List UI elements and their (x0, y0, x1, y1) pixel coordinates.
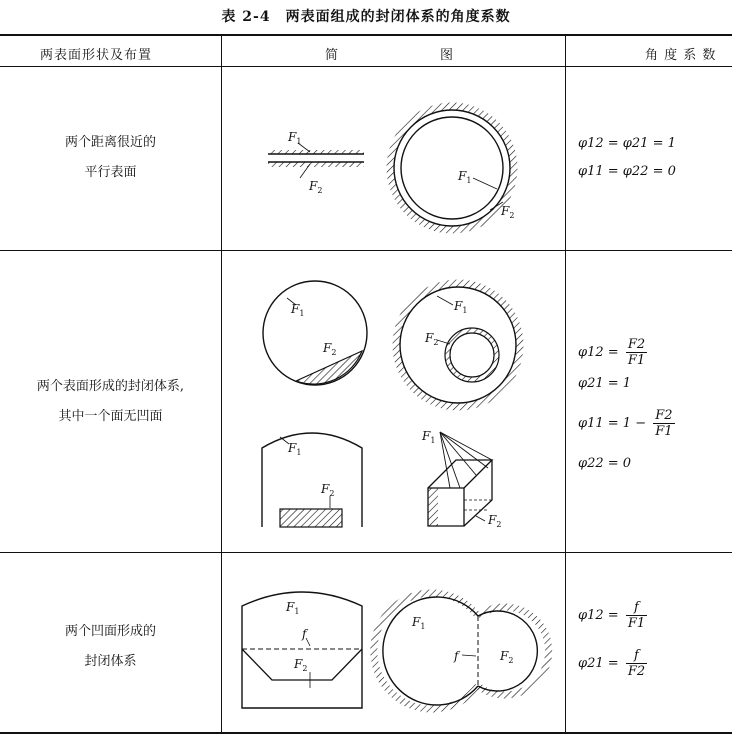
label-F2-trough: $F_2$ (294, 657, 308, 673)
row3-desc-line2: 封闭体系 (84, 654, 137, 669)
row3-f2-lhs: φ21 = (578, 656, 619, 671)
row1-formula-1: φ12 = φ21 = 1 (578, 136, 676, 151)
row3-f2-numerator: f (626, 648, 647, 664)
row3-f1-numerator: f (626, 600, 647, 616)
label-F1-trough: $F_1$ (286, 600, 300, 616)
header-sketch-a: 简 (325, 48, 340, 63)
label-F2-flatcircle: $F_2$ (323, 341, 337, 357)
trough-enclosure-sketch (242, 592, 362, 708)
label-F2-eccentric: $F_2$ (425, 331, 439, 347)
row1-desc-line2: 平行表面 (84, 165, 137, 180)
label-F2-dome: $F_2$ (321, 482, 335, 498)
row3-desc-line1: 两个凹面形成的 (64, 624, 156, 639)
label-F1-eccentric: $F_1$ (454, 299, 468, 315)
row2-desc-line2: 其中一个面无凹面 (58, 409, 163, 424)
header-angle-factor: 角 度 系 数 (645, 48, 717, 63)
label-F1-box: $F_1$ (422, 429, 436, 445)
label-F2-circle: $F_2$ (501, 204, 515, 220)
circle-with-flat-sketch (263, 281, 367, 385)
label-F2-plates: $F_2$ (309, 179, 323, 195)
row2-f1-lhs: φ12 = (578, 345, 619, 360)
row2-f1-numerator: F2 (627, 337, 646, 352)
label-F1-dome: $F_1$ (288, 441, 302, 457)
row2-f3-lhs: φ11 = 1 − (578, 416, 647, 431)
label-F1-double: $F_1$ (412, 615, 426, 631)
row2-desc-line1: 两个表面形成的封闭体系, (36, 379, 185, 394)
row3-f2-denominator: F2 (627, 664, 646, 679)
label-f-trough: f (302, 627, 307, 641)
row2-formula-4: φ22 = 0 (578, 456, 632, 471)
label-F1-plates: $F_1$ (288, 130, 302, 146)
table-caption: 表 2-4 两表面组成的封闭体系的角度系数 (221, 9, 511, 25)
label-F1-circle: $F_1$ (458, 169, 472, 185)
dome-enclosure-sketch (262, 433, 362, 527)
double-circle-sketch (374, 593, 549, 709)
label-f-double: f (454, 649, 459, 663)
label-F1-flatcircle: $F_1$ (291, 302, 305, 318)
row2-f3-numerator: F2 (655, 408, 673, 423)
header-sketch-b: 图 (440, 48, 455, 63)
row3-f1-lhs: φ12 = (578, 608, 619, 623)
row2-f3-denominator: F1 (655, 424, 673, 439)
row1-desc-line1: 两个距离很近的 (64, 135, 156, 150)
row2-formula-2: φ21 = 1 (578, 376, 632, 391)
label-F2-box: $F_2$ (488, 513, 502, 529)
row3-f1-denominator: F1 (627, 616, 646, 631)
row1-formula-2: φ11 = φ22 = 0 (578, 164, 676, 179)
label-F2-double: $F_2$ (500, 649, 514, 665)
concentric-circles-sketch (390, 106, 514, 230)
header-shape-layout: 两表面形状及布置 (40, 48, 153, 63)
parallel-plates-sketch (268, 143, 364, 178)
box-with-rays-sketch (428, 432, 492, 526)
row2-f1-denominator: F1 (627, 353, 646, 368)
